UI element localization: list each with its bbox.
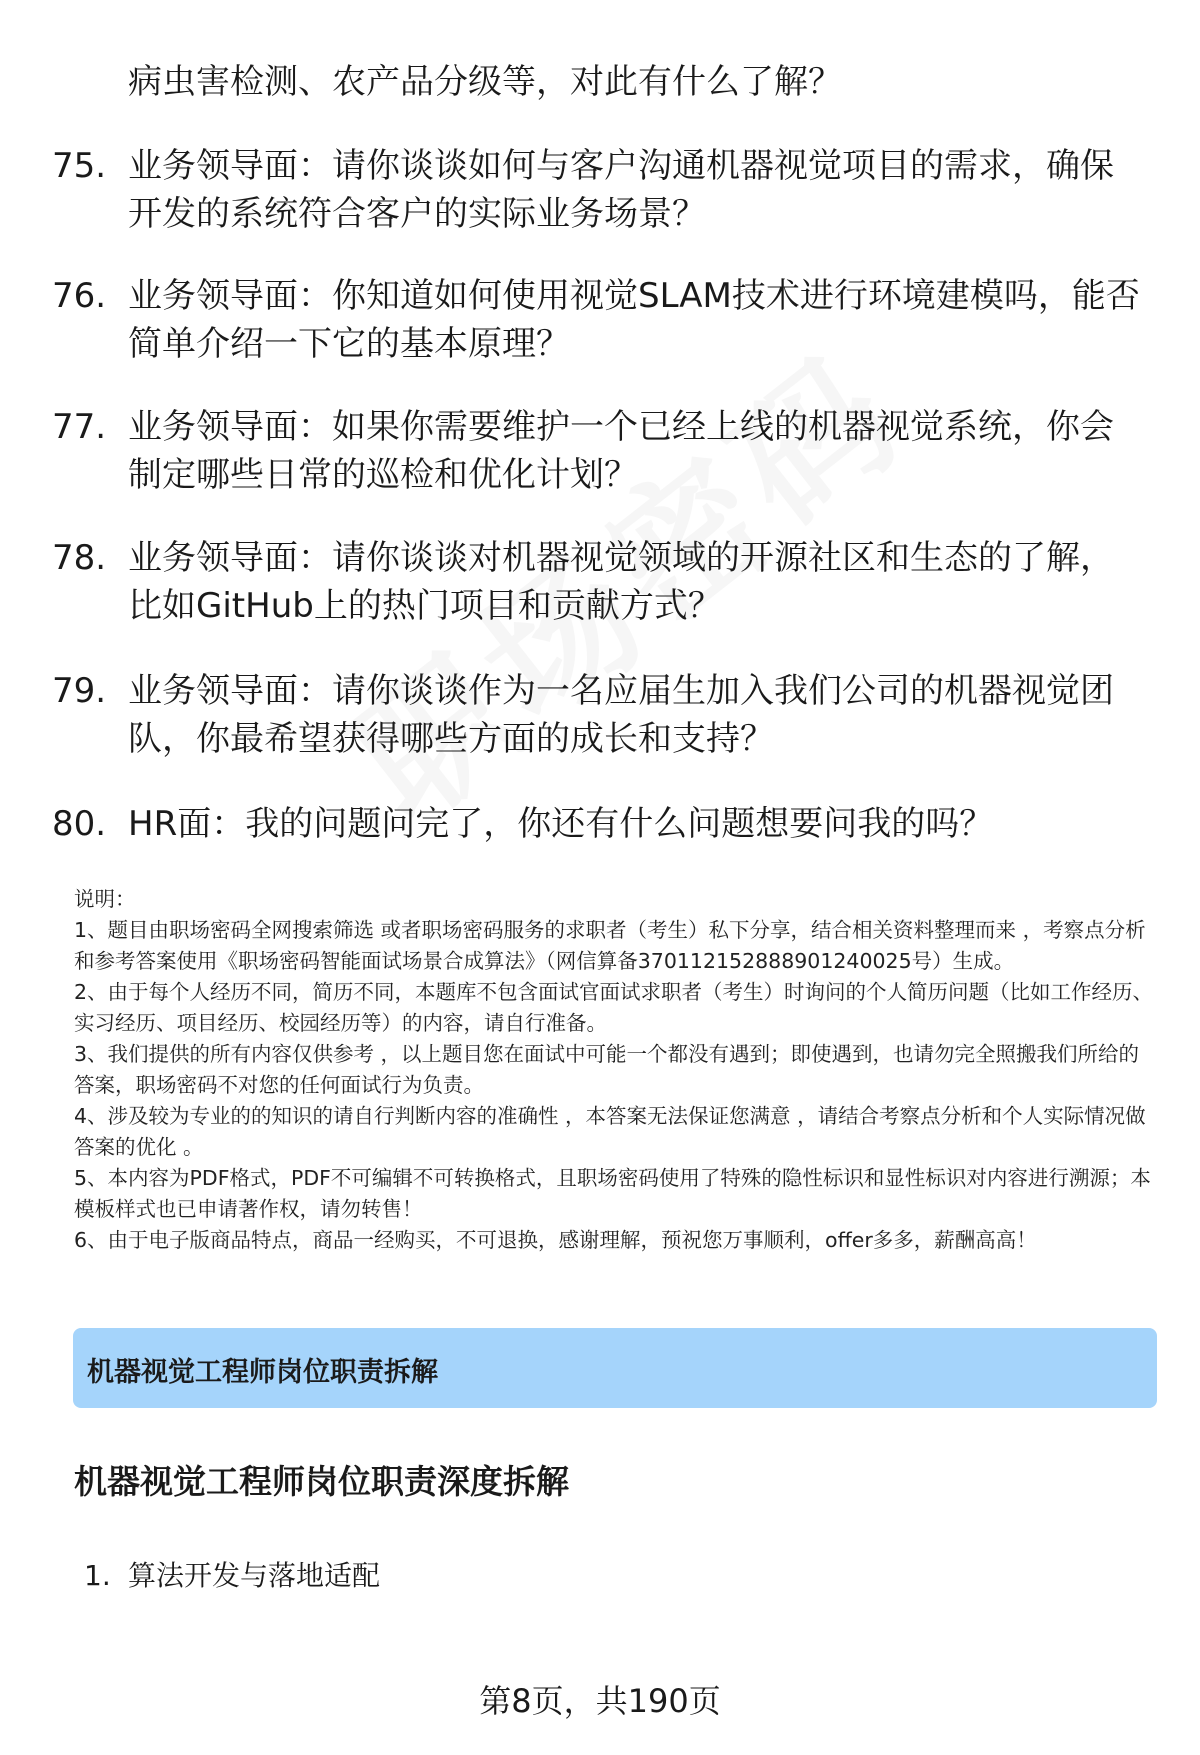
question-text: HR面：我的问题问完了，你还有什么问题想要问我的吗？ (128, 804, 994, 844)
question-number: 80. (52, 804, 107, 844)
question-text: 业务领导面：请你谈谈作为一名应届生加入我们公司的机器视觉团队，你最希望获得哪些方面的成长和支持？ (128, 671, 1114, 759)
question-number: 79. (52, 671, 107, 711)
note-item: 1、题目由职场密码全网搜索筛选 或者职场密码服务的求职者（考生）私下分享，结合相关资料整理而来 ，考察点分析和参考答案使用《职场密码智能面试场景合成算法》（网信算备370112152888901240025号）生成。 (74, 918, 1146, 973)
question-item (52, 403, 1142, 499)
note-item: 3、我们提供的所有内容仅供参考 ，以上题目您在面试中可能一个都没有遇到；即使遇到，也请勿完全照搬我们所给的答案，职场密码不对您的任何面试行为负责。 (74, 1042, 1140, 1097)
question-text: 业务领导面：请你谈谈如何与客户沟通机器视觉项目的需求，确保开发的系统符合客户的实际业务场景？ (128, 146, 1114, 234)
section-banner (73, 1328, 1157, 1408)
list-item-text: 算法开发与落地适配 (128, 1559, 381, 1592)
question-number: 77. (52, 407, 107, 447)
question-item (52, 800, 1142, 848)
question-text: 业务领导面：你知道如何使用视觉SLAM技术进行环境建模吗，能否简单介绍一下它的基本原理？ (128, 276, 1140, 364)
section-banner-title: 机器视觉工程师岗位职责拆解 (87, 1357, 438, 1388)
note-item: 4、涉及较为专业的的知识的请自行判断内容的准确性 ，本答案无法保证您满意 ，请结合考察点分析和个人实际情况做答案的优化 。 (74, 1104, 1146, 1159)
list-item-number: 1. (84, 1559, 111, 1592)
page-footer: 第8页，共190页 (479, 1682, 721, 1720)
question-text: 业务领导面：如果你需要维护一个已经上线的机器视觉系统，你会制定哪些日常的巡检和优化计划？ (128, 407, 1114, 495)
notes-title: 说明： (74, 887, 136, 911)
section-heading: 机器视觉工程师岗位职责深度拆解 (74, 1462, 569, 1501)
notes-block (74, 884, 1154, 1256)
question-number: 75. (52, 146, 107, 186)
note-item: 2、由于每个人经历不同，简历不同，本题库不包含面试官面试求职者（考生）时询问的个人简历问题（比如工作经历、实习经历、项目经历、校园经历等）的内容，请自行准备。 (74, 980, 1154, 1035)
question-item (52, 142, 1142, 238)
question-number: 76. (52, 276, 107, 316)
question-item (52, 272, 1142, 368)
list-item (84, 1556, 380, 1596)
note-item: 6、由于电子版商品特点，商品一经购买，不可退换，感谢理解，预祝您万事顺利，offer多多，薪酬高高！ (74, 1228, 1037, 1252)
question-continuation: 病虫害检测、农产品分级等，对此有什么了解？ (128, 62, 842, 102)
question-item (52, 667, 1142, 763)
question-text: 业务领导面：请你谈谈对机器视觉领域的开源社区和生态的了解，比如GitHub上的热门项目和贡献方式？ (128, 538, 1114, 626)
question-number: 78. (52, 538, 107, 578)
question-item (52, 534, 1142, 630)
note-item: 5、本内容为PDF格式，PDF不可编辑不可转换格式，且职场密码使用了特殊的隐性标识和显性标识对内容进行溯源；本模板样式也已申请著作权，请勿转售！ (74, 1166, 1151, 1221)
